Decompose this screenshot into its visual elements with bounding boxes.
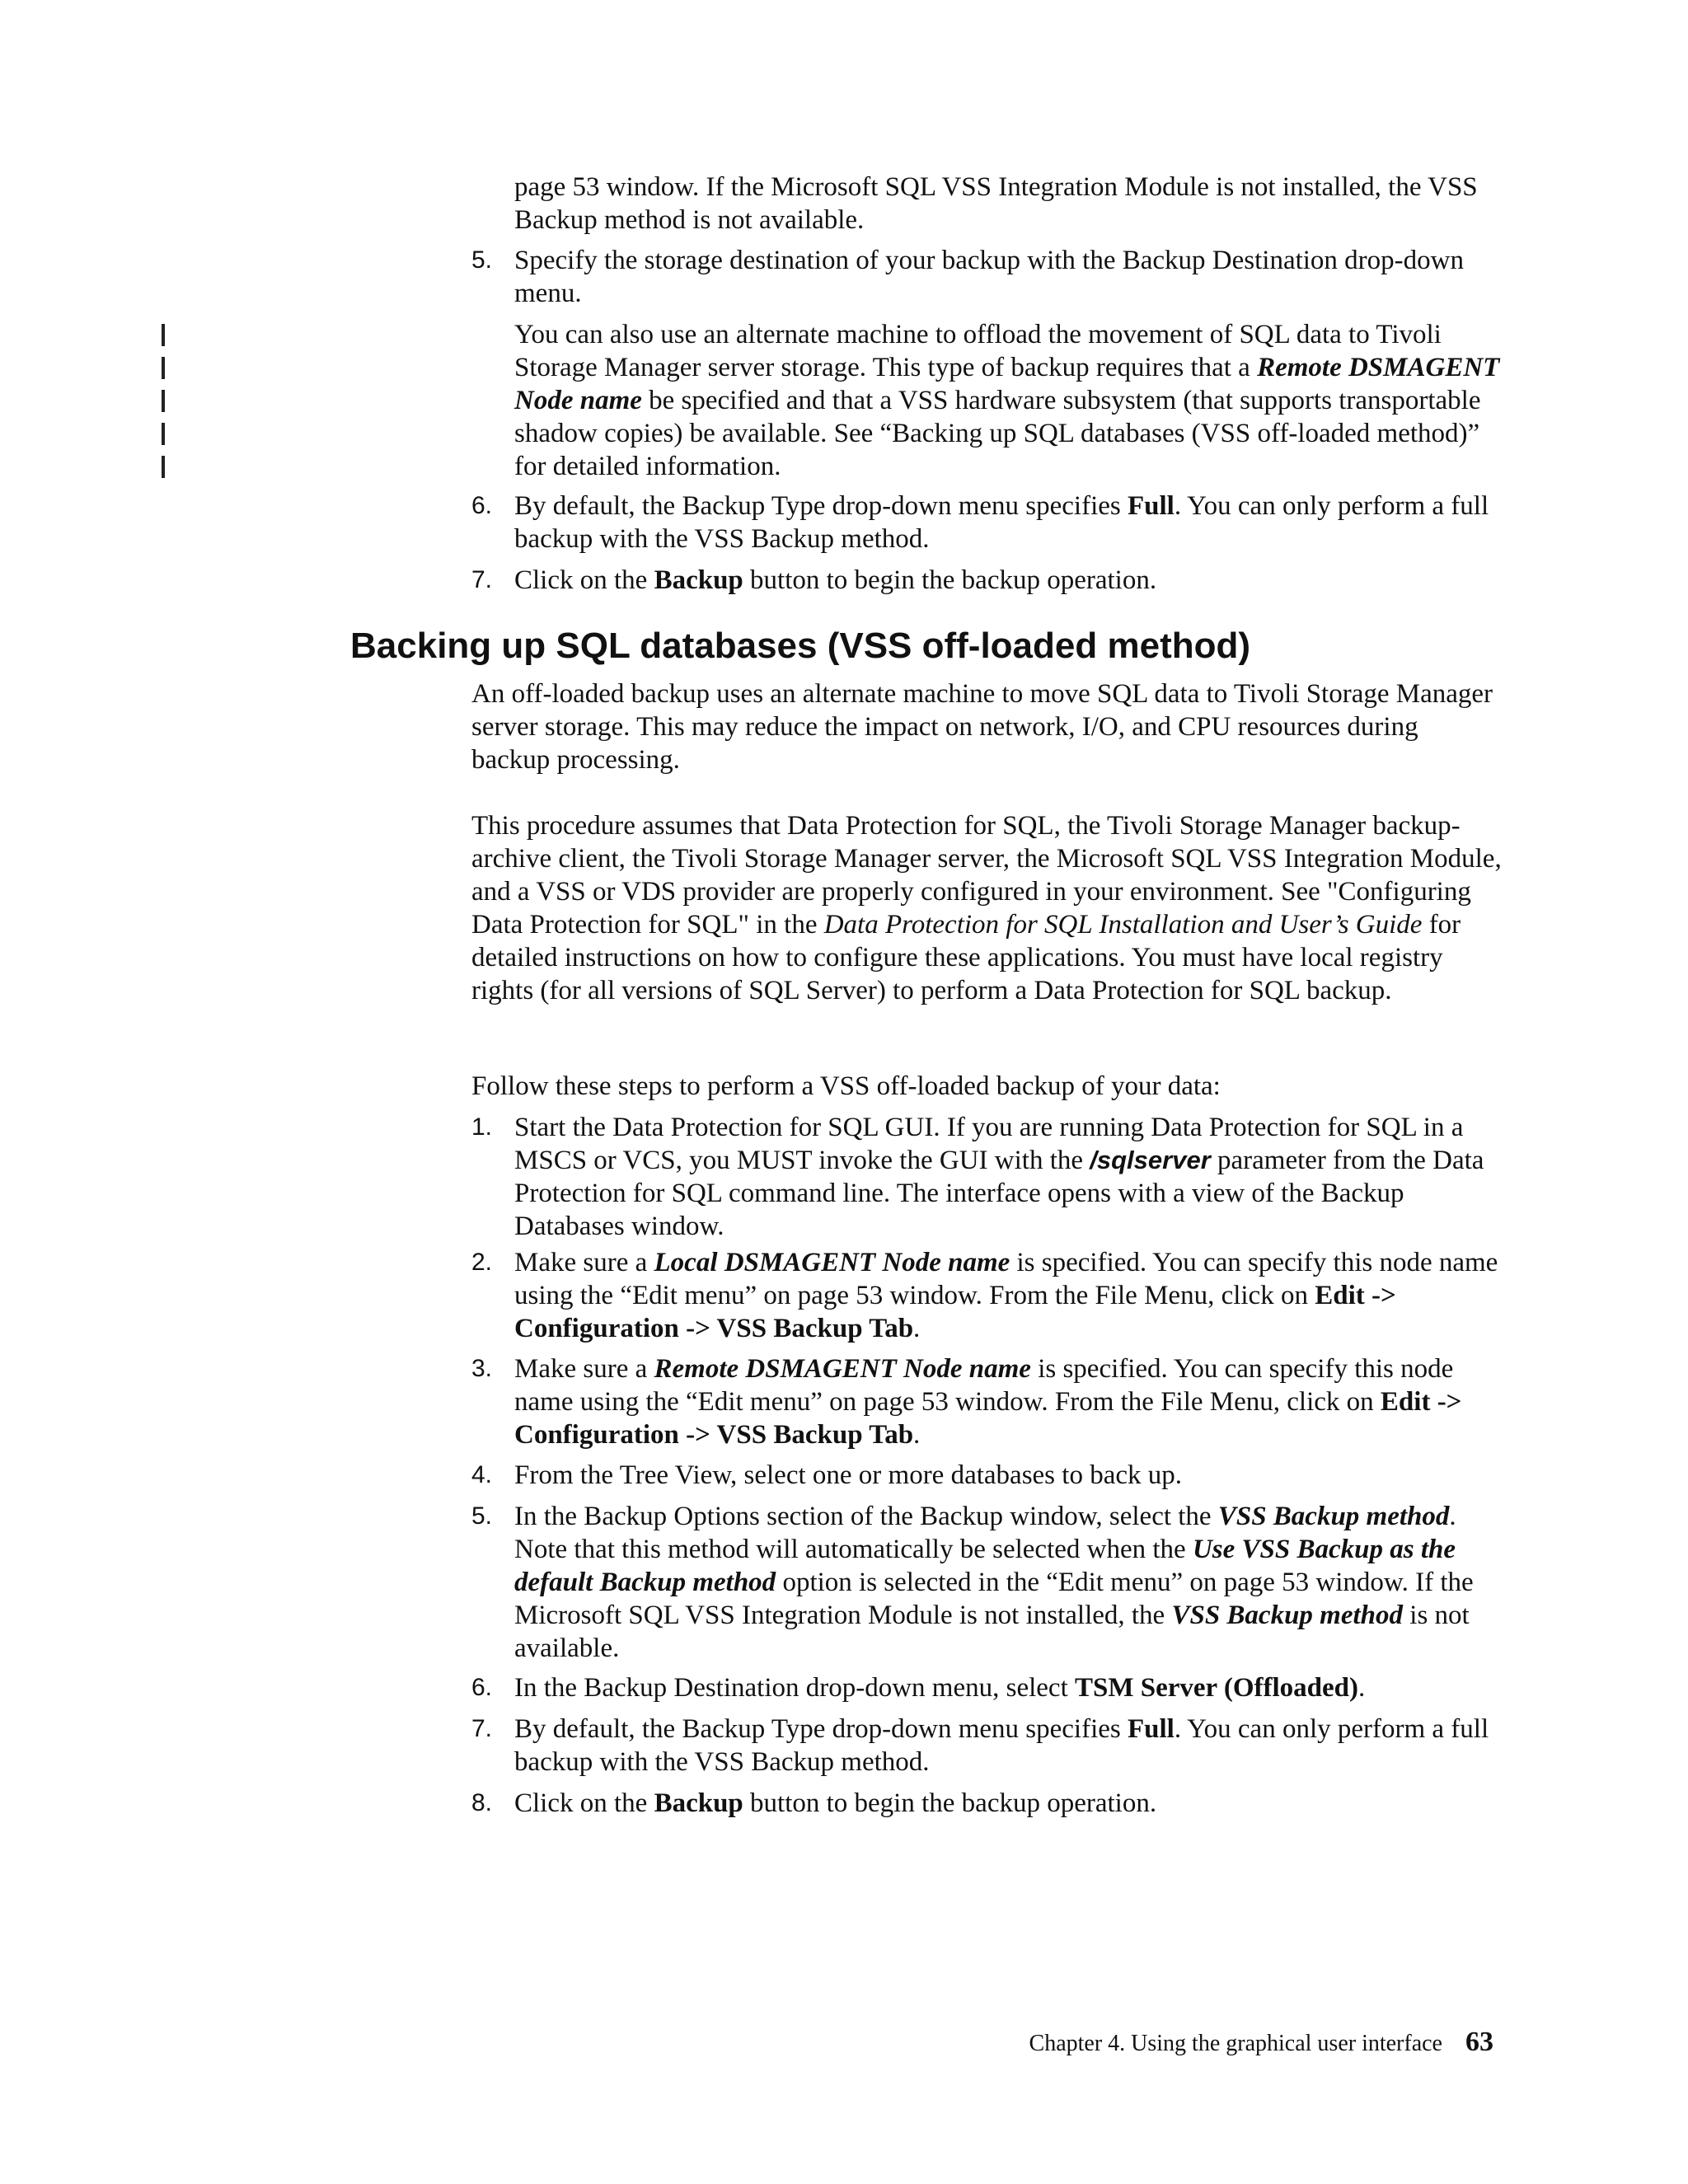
revision-bar [162, 357, 165, 379]
revision-bar [162, 456, 165, 478]
list-number: 4. [471, 1461, 493, 1488]
list-item-text [514, 1787, 1502, 1820]
list-number: 3. [471, 1355, 493, 1382]
text-run: By default, the Backup Type drop-down menu specifies [514, 1714, 1128, 1744]
list-item-text [514, 1246, 1502, 1345]
step5-note-paragraph [514, 318, 1502, 483]
text-run: . [1358, 1673, 1366, 1703]
list-number: 7. [471, 1715, 493, 1742]
list-item-text [514, 1500, 1502, 1665]
list-item-text [514, 1671, 1502, 1704]
text-run: . You can only perform a full backup with the VSS Backup method. [514, 1714, 1489, 1777]
revision-bar [162, 390, 165, 412]
text-run: option is selected in the “Edit menu” on page 53 window. If the Microsoft SQL VSS Integration Module is not installed, the [514, 1568, 1474, 1630]
text-run: is not available. [514, 1601, 1470, 1663]
text-run: Start the Data Protection for SQL GUI. If you are running Data Protection for SQL in a MSCS or VCS, you MUST invoke the GUI with the [514, 1113, 1464, 1175]
text-run: In the Backup Options section of the Backup window, select the [514, 1502, 1218, 1531]
text-run: button to begin the backup operation. [743, 565, 1157, 595]
note-text: be specified and that a VSS hardware subsystem (that supports transportable shadow copies) be available. See “Backing up SQL databases (VSS off-loaded method)” for detailed information. [514, 386, 1481, 481]
text-run: Click on the [514, 1788, 654, 1818]
continuation-text: page 53 window. If the Microsoft SQL VSS Integration Module is not installed, the VSS Backup method is not available. [514, 172, 1478, 235]
bold-text: Backup [654, 1788, 743, 1818]
list-number: 8. [471, 1789, 493, 1816]
revision-bar [162, 324, 165, 346]
text-run: Make sure a [514, 1354, 654, 1384]
bold-text: TSM Server (Offloaded) [1075, 1673, 1359, 1703]
list-number: 6. [471, 1674, 493, 1701]
emphasis-text: Remote DSMAGENT Node name [654, 1354, 1031, 1384]
section-heading: Backing up SQL databases (VSS off-loaded method) [350, 626, 1251, 666]
page-footer [1029, 2026, 1493, 2060]
parameter-name: /sqlserver [1090, 1146, 1211, 1174]
text-run: parameter from the Data Protection for SQL command line. The interface opens with a view of the Backup Databases window. [514, 1146, 1484, 1241]
menu-path: Edit -> Configuration -> VSS Backup Tab [514, 1281, 1396, 1343]
list-number: 5. [471, 246, 493, 274]
intro-paragraph: An off-loaded backup uses an alternate machine to move SQL data to Tivoli Storage Manager server storage. This may reduce the impact on network, I/O, and CPU resources during backup processing. [471, 679, 1493, 775]
list-number: 1. [471, 1113, 493, 1141]
text-run: This procedure assumes that Data Protection for SQL, the Tivoli Storage Manager backup-archive client, the Tivoli Storage Manager server, the Microsoft SQL VSS Integration Module, and a VSS or VDS provider are properly configured in your environment. See "Configuring Data Protection for SQL" in the [471, 811, 1502, 940]
bold-text: Full [1127, 1714, 1175, 1744]
list-item-text: From the Tree View, select one or more databases to back up. [514, 1460, 1182, 1490]
page-number: 63 [1465, 2027, 1493, 2057]
note-text: You can also use an alternate machine to offload the movement of SQL data to Tivoli Storage Manager server storage. This type of backup requires that a [514, 320, 1442, 382]
bold-text: Full [1127, 491, 1175, 521]
list-item-text: Specify the storage destination of your backup with the Backup Destination drop-down menu. [514, 246, 1464, 308]
book-title: Data Protection for SQL Installation and User’s Guide [823, 910, 1423, 940]
text-run: for detailed instructions on how to configure these applications. You must have local registry rights (for all versions of SQL Server) to perform a Data Protection for SQL backup. [471, 910, 1461, 1005]
emphasis-text: VSS Backup method [1217, 1502, 1450, 1531]
assumption-paragraph [471, 809, 1502, 1007]
menu-path: Edit -> Configuration -> VSS Backup Tab [514, 1387, 1462, 1450]
list-item-text [514, 1352, 1502, 1451]
list-item-text [514, 1713, 1502, 1779]
text-run: Click on the [514, 565, 654, 595]
text-run: Make sure a [514, 1248, 654, 1277]
list-number: 5. [471, 1502, 493, 1530]
text-run: is specified. You can specify this node name using the “Edit menu” on page 53 window. From the File Menu, click on [514, 1248, 1498, 1310]
list-number: 7. [471, 566, 493, 593]
text-run: . You can only perform a full backup with the VSS Backup method. [514, 491, 1489, 554]
list-number: 2. [471, 1249, 493, 1276]
emphasis-text: Use VSS Backup as the default Backup method [514, 1535, 1456, 1597]
text-run: is specified. You can specify this node name using the “Edit menu” on page 53 window. From the File Menu, click on [514, 1354, 1454, 1417]
text-run: button to begin the backup operation. [743, 1788, 1157, 1818]
emphasis-text: Local DSMAGENT Node name [654, 1248, 1010, 1277]
list-item-text [514, 1111, 1502, 1243]
text-run: In the Backup Destination drop-down menu, select [514, 1673, 1075, 1703]
text-run: By default, the Backup Type drop-down menu specifies [514, 491, 1128, 521]
list-number: 6. [471, 492, 493, 519]
note-emphasis: Remote DSMAGENT Node name [514, 353, 1500, 415]
text-run: . Note that this method will automatically be selected when the [514, 1502, 1456, 1564]
text-run: . [913, 1420, 921, 1450]
chapter-title: Chapter 4. Using the graphical user interface [1029, 2031, 1442, 2056]
follow-paragraph: Follow these steps to perform a VSS off-loaded backup of your data: [471, 1071, 1221, 1101]
list-item-text [514, 490, 1502, 555]
revision-bar [162, 423, 165, 445]
bold-text: Backup [654, 565, 743, 595]
emphasis-text: VSS Backup method [1171, 1601, 1404, 1630]
list-item-text [514, 564, 1502, 597]
text-run: . [913, 1314, 921, 1343]
